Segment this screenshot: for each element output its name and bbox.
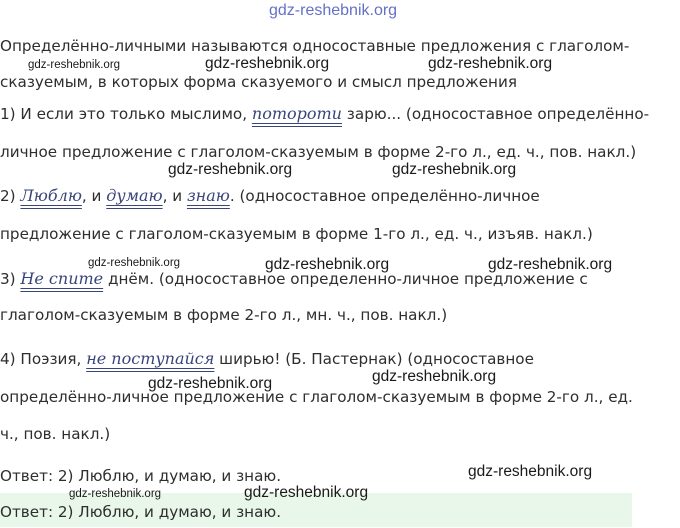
item-3-tail: днём. (односоставное определенно-личное предложение с bbox=[103, 270, 588, 288]
watermark: gdz-reshebnik.org bbox=[392, 161, 517, 178]
item-4-line-3: ч., пов. накл.) bbox=[0, 425, 111, 443]
item-2-word-2: думаю bbox=[106, 186, 163, 205]
watermark: gdz-reshebnik.org bbox=[148, 375, 273, 392]
item-2-lead: 2) bbox=[0, 187, 21, 205]
item-4-lead: 4) Поэзия, bbox=[0, 350, 87, 368]
watermark: gdz-reshebnik.org bbox=[372, 368, 497, 385]
item-2-tail: . (односоставное определённо-личное bbox=[229, 187, 540, 205]
item-4-line-2: определённо-личное предложение с глаголом-сказуемым в форме 2-го л., ед. bbox=[0, 388, 633, 406]
item-2-word-1: Люблю bbox=[20, 186, 82, 205]
item-2-word-3: знаю bbox=[186, 186, 230, 205]
answer-line: Ответ: 2) Люблю, и думаю, и знаю. bbox=[0, 467, 282, 485]
item-2-sep-2: , и bbox=[162, 187, 187, 205]
item-2-line-1 bbox=[0, 187, 540, 205]
watermark: gdz-reshebnik.org bbox=[244, 484, 369, 501]
item-1-line-2: личное предложение с глаголом-сказуемым в форме 2-го л., ед. ч., пов. накл.) bbox=[0, 143, 637, 161]
intro-line-2: сказуемым, в которых форма сказуемого и смысл предложения bbox=[0, 73, 517, 91]
item-2-line-2: предложение с глаголом-сказуемым в форме 1-го л., ед. ч., изъяв. накл.) bbox=[0, 225, 593, 243]
watermark-top: gdz-reshebnik.org bbox=[269, 2, 398, 19]
watermark: gdz-reshebnik.org bbox=[205, 55, 330, 72]
item-3-lead: 3) bbox=[0, 270, 21, 288]
watermark: gdz-reshebnik.org bbox=[28, 59, 121, 71]
watermark: gdz-reshebnik.org bbox=[88, 257, 181, 269]
watermark: gdz-reshebnik.org bbox=[428, 55, 553, 72]
item-4-tail: ширью! (Б. Пастернак) (односоставное bbox=[214, 350, 534, 368]
intro-line-1: Определённо-личными называются односоставные предложения с глаголом- bbox=[0, 37, 630, 55]
item-1-predicate: потороти bbox=[251, 104, 342, 123]
item-1-line-1 bbox=[0, 105, 649, 123]
watermark: gdz-reshebnik.org bbox=[488, 256, 613, 273]
item-1-tail: зарю... (односоставное определённо- bbox=[341, 105, 650, 123]
item-4-predicate: не поступайся bbox=[86, 349, 215, 368]
item-3-line-2: глаголом-сказуемым в форме 2-го л., мн. ч., пов. накл.) bbox=[0, 306, 448, 324]
watermark: gdz-reshebnik.org bbox=[168, 161, 293, 178]
watermark: gdz-reshebnik.org bbox=[69, 488, 162, 500]
item-2-sep-1: , и bbox=[81, 187, 107, 205]
item-4-line-1 bbox=[0, 350, 534, 368]
item-1-lead: 1) И если это только мыслимо, bbox=[0, 105, 252, 123]
item-3-predicate: Не спите bbox=[20, 269, 104, 288]
watermark: gdz-reshebnik.org bbox=[468, 463, 593, 480]
answer-line-highlighted: Ответ: 2) Люблю, и думаю, и знаю. bbox=[0, 503, 282, 521]
watermark: gdz-reshebnik.org bbox=[265, 256, 390, 273]
